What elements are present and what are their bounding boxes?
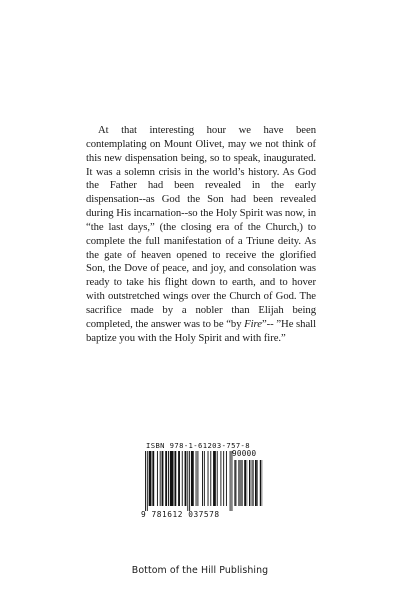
- isbn-barcode: [141, 451, 265, 511]
- barcode-bar: [239, 460, 240, 506]
- price-addon-bars: [234, 460, 262, 506]
- barcode-bar: [178, 451, 180, 506]
- barcode-bar: [260, 460, 261, 506]
- price-addon-digits: 90000: [232, 449, 257, 458]
- blurb-italic-word: Fire: [244, 317, 262, 330]
- barcode-bar: [231, 451, 232, 511]
- barcode-bar: [223, 451, 224, 506]
- barcode-bar: [165, 451, 167, 506]
- barcode-bar: [210, 451, 211, 506]
- barcode-bar: [208, 451, 209, 506]
- barcode-bar: [196, 451, 197, 506]
- barcode-bar: [187, 451, 188, 511]
- barcode-bar: [157, 451, 158, 506]
- barcode-bar: [244, 460, 246, 506]
- barcode-bar: [257, 460, 258, 506]
- barcode-bar: [220, 451, 221, 506]
- blurb-text-before-italic: At that interesting hour we have been contemplating on Mount Olivet, may we not think of this new dispensation being, so to speak, inaugurated. It was a solemn crisis in the world’s history. As God the Father had been revealed in the early dispensation--as God the Son had been revealed during His incarnation--so the Holy Spirit was now, in “the last days,” (the closing era of the Church,) to complete the full manifestation of a Triune deity. As the gate of heaven opened to receive the glorified Son, the Dove of peace, and joy, and consolation was ready to take his flight down to earth, and to hover with outstretched wings over the Church of God. The sacrifice made by a nobler than Elijah being completed, the answer was to be “by: [86, 124, 316, 330]
- publisher-name: Bottom of the Hill Publishing: [131, 565, 269, 576]
- back-cover-blurb: [86, 124, 316, 346]
- barcode-bar: [234, 460, 235, 506]
- barcode-bar: [235, 460, 236, 506]
- barcode-bar: [230, 451, 231, 511]
- barcode-bar: [197, 451, 198, 506]
- barcode-bar: [238, 460, 239, 506]
- barcode-bar: [162, 451, 164, 506]
- barcode-bar: [226, 451, 227, 506]
- barcode-bar: [255, 460, 257, 506]
- barcode-bar: [160, 451, 161, 506]
- barcode-bar: [241, 460, 242, 506]
- barcode-bar: [189, 451, 190, 511]
- barcode-bar: [168, 451, 169, 506]
- barcode-bar: [252, 460, 253, 506]
- barcode-bar: [213, 451, 216, 506]
- barcode-bar: [249, 460, 250, 506]
- barcode-bar: [170, 451, 174, 506]
- barcode-bar: [145, 451, 146, 511]
- barcode-bar: [174, 451, 176, 506]
- barcode-bar: [251, 460, 252, 506]
- barcode-bar: [147, 451, 148, 511]
- barcode-bar: [149, 451, 152, 506]
- barcode-bar: [217, 451, 218, 506]
- isbn-label: ISBN 978-1-61203-757-8: [146, 441, 250, 450]
- blurb-text-after-italic: ”-- ”He shall baptize you with the Holy Spirit and with fire.”: [86, 317, 316, 344]
- barcode-bar: [182, 451, 183, 506]
- ean-digits: 9 781612 037578: [141, 510, 220, 519]
- barcode-bar: [242, 460, 243, 506]
- barcode-bar: [204, 451, 205, 506]
- barcode-bar: [152, 451, 154, 506]
- barcode-bar: [253, 460, 254, 506]
- barcode-bar: [202, 451, 203, 506]
- barcode-bar: [191, 451, 194, 506]
- barcode-bar: [262, 460, 263, 506]
- barcode-bar: [247, 460, 248, 506]
- ean13-bars: [145, 451, 232, 511]
- barcode-bar: [185, 451, 187, 506]
